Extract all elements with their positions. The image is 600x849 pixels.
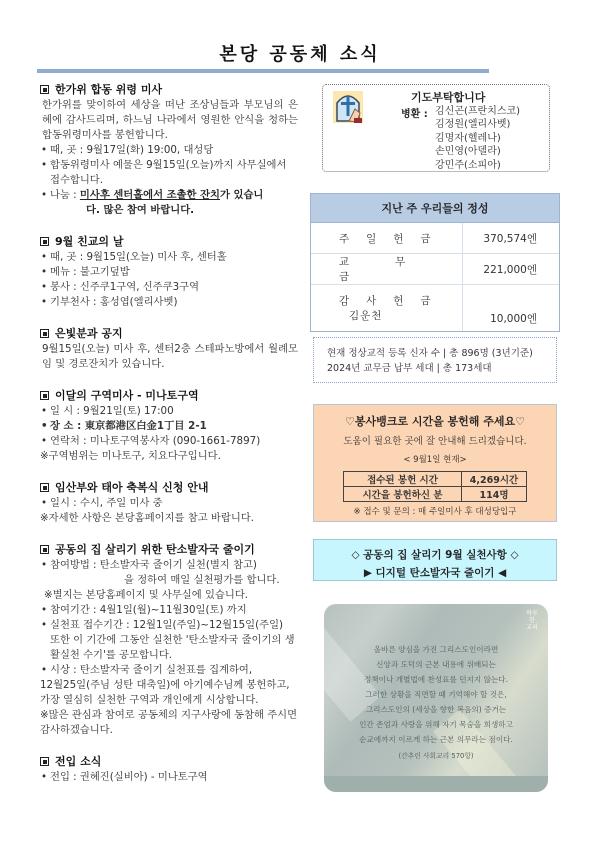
list-item: • 기부천사 : 홍성엽(엘리사벳)	[40, 295, 298, 310]
section-silver-notice	[40, 326, 298, 372]
offering-label: 교무금	[311, 254, 463, 284]
section-note: ※자세한 사항은 본당홈페이지를 참고 바랍니다.	[40, 512, 254, 524]
square-bullet-icon	[40, 757, 49, 766]
volunteer-value: 4,269시간	[462, 472, 527, 487]
share-label: 나눔 :	[50, 189, 80, 201]
quote-source: (간추린 사회교리 570항)	[398, 752, 474, 760]
volunteer-table	[343, 471, 527, 502]
square-bullet-icon	[40, 545, 49, 554]
method-continuation: 을 정하여 매일 실천평가를 합니다.	[124, 574, 280, 586]
illness-label: 병환 :	[401, 109, 428, 120]
list-item: • 전입 : 권혜진(실비아) - 미나토구역	[40, 770, 298, 785]
square-bullet-icon	[40, 391, 49, 400]
section-carbon-footprint	[40, 542, 298, 738]
section-title: 한가위 합동 위령 미사	[55, 83, 163, 96]
list-item-share	[40, 188, 298, 218]
volunteer-bank-box	[313, 404, 557, 522]
quote-line: 신앙과 도덕의 근본 내용에 위배되는	[376, 660, 496, 669]
share-rest: 가 있습니	[219, 189, 264, 201]
square-bullet-icon	[40, 483, 49, 492]
section-heading	[40, 388, 298, 403]
news-column	[40, 82, 298, 801]
section-closing: ※많은 관심과 참여로 공동체의 지구사랑에 동참해 주시면 감사하겠습니다.	[40, 709, 298, 736]
daily-catechism-logo: 하루 한 교리	[526, 610, 538, 631]
volunteer-note: ※ 접수 및 문의 : 매 주일미사 후 대성당입구	[353, 507, 517, 517]
practice-item: ▶ 디지털 탄소발자국 줄이기 ◀	[363, 567, 507, 579]
table-row	[311, 223, 559, 254]
prayer-name: 김명자(헬레나)	[435, 132, 501, 144]
table-row	[311, 254, 559, 285]
square-bullet-icon	[40, 329, 49, 338]
square-bullet-icon	[40, 237, 49, 246]
section-note: ※구역범위는 미나토구, 치요다구입니다.	[40, 450, 221, 462]
section-heading	[40, 82, 298, 97]
list-item: • 장 소 : 東京都港区白金1丁目 2-1	[40, 419, 298, 434]
share-highlight: 미사후 센터홀에서 조촐한 잔치	[79, 189, 220, 201]
list-item-submit: • 실천표 접수기간 : 12월1일(주일)~12월15일(주일)	[40, 618, 298, 633]
title-divider	[37, 69, 489, 73]
section-heading	[40, 542, 298, 557]
square-bullet-icon	[40, 85, 49, 94]
submit-continuation: 또한 이 기간에 그동안 실천한 '탄소발자국 줄이기의 생활실천 수기'를 공모합니다.	[50, 634, 295, 661]
parish-stats-box	[313, 337, 557, 383]
prayer-names-list	[435, 105, 520, 172]
table-row	[344, 487, 527, 502]
stats-members: 현재 정상교적 등록 신자 수 | 총 896명 (3년기준)	[327, 348, 533, 359]
section-district-mass	[40, 388, 298, 464]
section-title: 은빛분과 공지	[55, 327, 123, 340]
section-title: 전입 소식	[55, 755, 102, 768]
offering-title: 지난 주 우리들의 정성	[311, 194, 559, 223]
offering-value: 221,000엔	[483, 263, 537, 276]
section-chuseok-mass	[40, 82, 298, 218]
offering-donor: 김운천	[349, 310, 383, 322]
section-title: 이달의 구역미사 - 미나토구역	[55, 389, 199, 402]
volunteer-label: 시간을 봉헌하신 분	[344, 487, 462, 502]
list-item: • 일 시 : 9월21일(토) 17:00	[40, 404, 298, 419]
prayer-request-box	[322, 84, 550, 172]
list-item: • 연락처 : 미나토구역봉사자 (090-1661-7897)	[40, 434, 298, 449]
section-heading	[40, 234, 298, 249]
section-pregnancy-blessing	[40, 480, 298, 526]
list-item: • 일시 : 수시, 주일 미사 중	[40, 496, 298, 511]
volunteer-title: ♡봉사뱅크로 시간을 봉헌해 주세요♡	[345, 415, 525, 428]
catechism-quote-card	[324, 604, 548, 792]
offering-label-text: 감사헌금	[339, 295, 448, 307]
list-item: • 때, 곳 : 9월15일(오늘) 미사 후, 센터홀	[40, 250, 298, 265]
section-heading	[40, 480, 298, 495]
award-continuation: 12월25일(주님 성탄 대축일)에 아기예수님께 봉헌하고, 가장 열심히 실천한 구역과 개인에게 시상합니다.	[40, 679, 290, 706]
volunteer-subtitle: 도움이 필요한 곳에 잘 안내해 드리겠습니다.	[343, 436, 527, 447]
offering-value: 370,574엔	[483, 232, 537, 245]
quote-line: 그리스도인의 (세상을 향한 복음의) 증거는	[365, 705, 507, 714]
list-item-method: • 참여방법 : 탄소발자국 줄이기 실천(별지 참고)	[40, 558, 298, 573]
list-item-period: • 참여기간 : 4월1일(월)~11월30일(토) 까지	[40, 603, 298, 618]
monthly-practice-box	[313, 539, 557, 581]
section-heading	[40, 754, 298, 769]
table-row	[311, 285, 559, 331]
offering-value: 10,000엔	[490, 313, 537, 325]
section-intro: 한가위를 맞이하여 세상을 떠난 조상님들과 부모님의 은혜에 감사드리며, 하느님 나라에서 영원한 안식을 청하는 합동위령미사를 봉헌합니다.	[42, 99, 298, 141]
quote-text	[324, 642, 548, 764]
section-title: 임산부와 태아 축복식 신청 안내	[55, 481, 209, 494]
section-note: ※별지는 본당홈페이지 및 사무실에 있습니다.	[44, 589, 249, 601]
prayer-name: 김정원(엘리사벳)	[435, 119, 511, 131]
section-transfer-in	[40, 754, 298, 785]
table-row	[344, 472, 527, 487]
offering-table	[310, 193, 560, 332]
quote-line: 순교에까지 이르게 하는 근본 의무라는 점이다.	[359, 735, 513, 744]
prayer-title: 기도부탁합니다	[411, 91, 486, 104]
practice-heading: ◇ 공동의 집 살리기 9월 실천사항 ◇	[351, 549, 519, 561]
section-fellowship-day	[40, 234, 298, 310]
prayer-name: 강민주(소피아)	[435, 159, 501, 171]
list-item-award: • 시상 : 탄소발자국 줄이기 실천표를 집계하여,	[40, 663, 298, 678]
page-title: 본당 공동체 소식	[219, 44, 381, 65]
quote-line: 그러한 상황을 직면할 때 기억해야 할 것은,	[365, 690, 507, 699]
list-item: • 봉사 : 신주쿠1구역, 신주쿠3구역	[40, 280, 298, 295]
praying-window-icon	[333, 91, 363, 123]
quote-line: 올바른 양심을 가진 그리스도인이라면	[373, 645, 499, 654]
volunteer-label: 접수된 봉헌 시간	[344, 472, 462, 487]
stats-households: 2024년 교무금 납부 세대 | 총 173세대	[327, 363, 492, 374]
section-title: 9월 친교의 날	[55, 235, 124, 248]
offering-label: 주일헌금	[311, 223, 463, 253]
quote-line: 정책이나 개별법에 찬성표를 던지지 않는다.	[363, 675, 509, 684]
list-item: • 합동위령미사 예물은 9월15일(오늘)까지 사무실에서 접수합니다.	[40, 158, 298, 188]
section-intro: 9월15일(오늘) 미사 후, 센터2층 스테파노방에서 월례모임 및 경로잔치가 있습니다.	[42, 343, 298, 370]
volunteer-value: 114명	[462, 487, 527, 502]
section-title: 공동의 집 살리기 위한 탄소발자국 줄이기	[55, 543, 255, 556]
volunteer-as-of: < 9월1일 현재>	[403, 455, 467, 465]
list-item: • 메뉴 : 불고기덮밥	[40, 265, 298, 280]
prayer-name: 김신곤(프란치스코)	[435, 106, 521, 117]
prayer-name: 손민영(아델라)	[435, 146, 501, 158]
section-heading	[40, 326, 298, 341]
list-item: • 때, 곳 : 9월17일(화) 19:00, 대성당	[40, 143, 298, 158]
card-bottom-band	[324, 776, 548, 792]
offering-label	[311, 285, 463, 331]
quote-line: 인간 존엄과 사랑을 위해 자기 목숨을 희생하고	[359, 720, 513, 729]
share-continuation: 다. 많은 참여 바랍니다.	[86, 204, 195, 216]
